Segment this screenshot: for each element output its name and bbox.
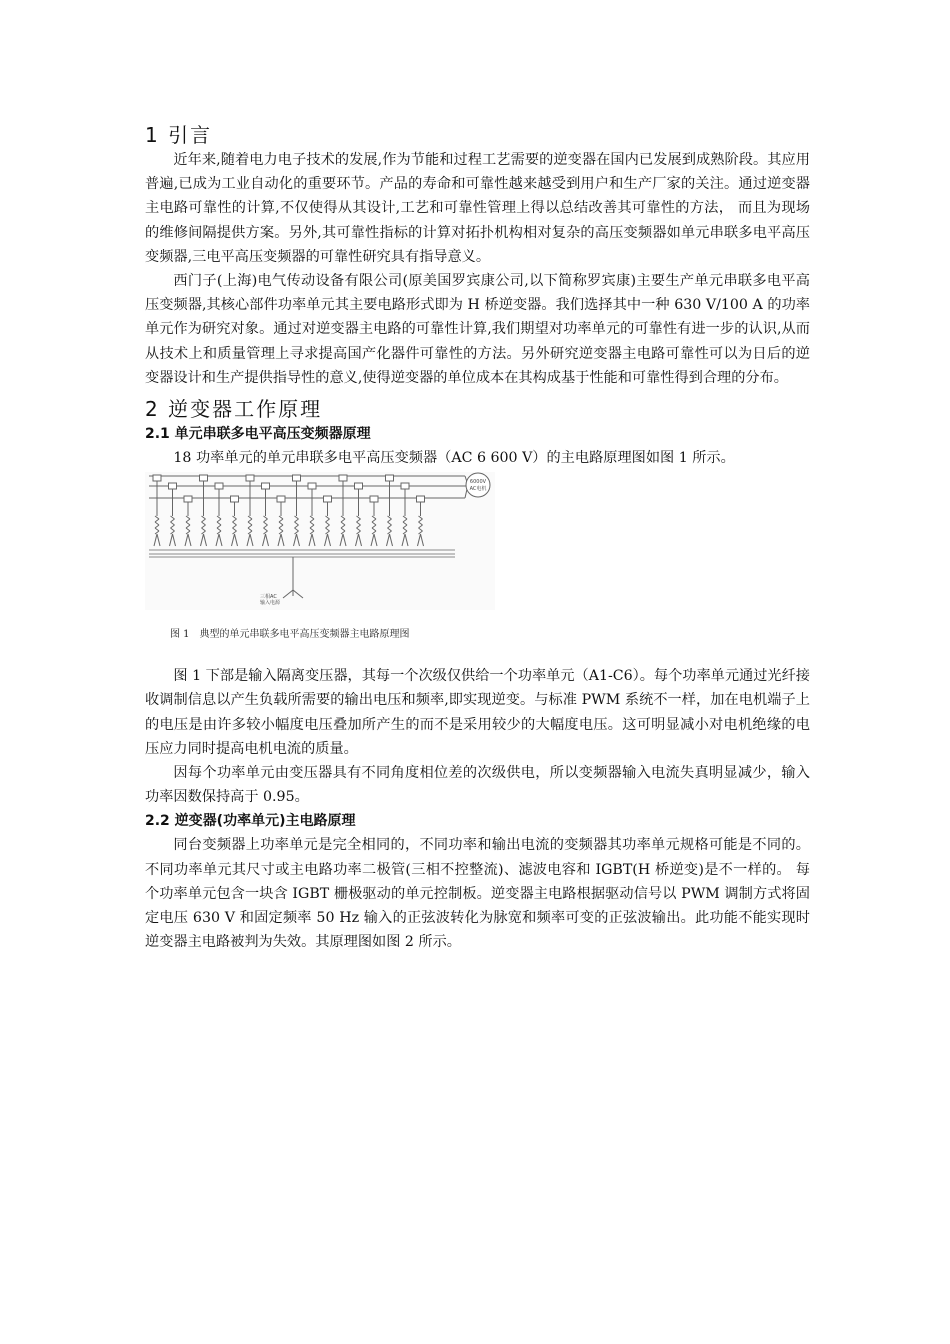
input-label-line2: 输入电源	[260, 600, 281, 607]
section-1-paragraph-2: 西门子(上海)电气传动设备有限公司(原美国罗宾康公司,以下简称罗宾康)主要生产单元串联多电平高压变频器,其核心部件功率单元其主要电路形式即为 H 桥逆变器。我们选择其中一种 630 V/100 A 的功率单元作为研究对象。通过对逆变器主电路的可靠性计算,我们期望对功率单元的可靠性有进一步的认识,从而从技术上和质量管理上寻求提高国产化器件可靠性的方法。另外研究逆变器主电路可靠性可以为日后的逆变器设计和生产提供指导性的意义,使得逆变器的单位成本在其构成基于性能和可靠性得到合理的分布。	[145, 273, 810, 386]
figure-1-caption-text: 典型的单元串联多电平高压变频器主电路原理图	[199, 629, 410, 641]
subsection-2-1-heading: 2.1 单元串联多电平高压变频器原理	[145, 426, 371, 443]
subsection-2-1-paragraph-2: 因每个功率单元由变压器具有不同角度相位差的次级供电，所以变频器输入电流失真明显减少，输入功率因数保持高于 0.95。	[145, 765, 810, 806]
figure-1-label: 图 1	[170, 629, 190, 641]
subsection-2-1-paragraph-1: 图 1 下部是输入隔离变压器，其每一个次级仅供给一个功率单元（A1-C6）。每个功率单元通过光纤接收调制信息以产生负载所需要的输出电压和频率,即实现逆变。与标准 PWM 系统不一样，加在电机端子上的电压是由许多较小幅度电压叠加所产生的而不是采用较少的大幅度电压。这可明显减小对电机绝缘的电压应力同时提高电机电流的质量。	[145, 668, 810, 757]
section-2-heading: 2 逆变器工作原理	[145, 397, 323, 422]
motor-label-line2: AC电机	[469, 486, 487, 493]
section-1-paragraph-1: 近年来,随着电力电子技术的发展,作为节能和过程工艺需要的逆变器在国内已发展到成熟阶段。其应用普遍,已成为工业自动化的重要环节。产品的寿命和可靠性越来越受到用户和生产厂家的关注。通过逆变器主电路可靠性的计算,不仅使得从其设计,工艺和可靠性管理上得以总结改善其可靠性的方法， 而且为现场的维修间隔提供方案。另外,其可靠性指标的计算对拓扑机构相对复杂的高压变频器如单元串联多电平高压变频器,三电平高压变频器的可靠性研究具有指导意义。	[145, 152, 810, 265]
motor-label-line1: 6000V	[469, 479, 487, 486]
circuit-diagram-graphic	[145, 472, 495, 610]
figure-1-circuit-diagram	[145, 472, 495, 610]
figure-1-caption	[170, 628, 810, 642]
motor-symbol	[466, 473, 490, 497]
input-label-line1: 三相AC	[260, 594, 277, 601]
subsection-2-2-paragraph-1: 同台变频器上功率单元是完全相同的，不同功率和输出电流的变频器其功率单元规格可能是不同的。不同功率单元其尺寸或主电路功率二极管(三相不控整流)、滤波电容和 IGBT(H 桥逆变)是不一样的。 每个功率单元包含一块含 IGBT 栅极驱动的单元控制板。逆变器主电路根据驱动信号以 PWM 调制方式将固定电压 630 V 和固定频率 50 Hz 输入的正弦波转化为脉宽和频率可变的正弦波输出。此功能不能实现时逆变器主电路被判为失效。其原理图如图 2 所示。	[145, 837, 810, 951]
section-1-heading: 1 引言	[145, 123, 213, 147]
document-body	[145, 122, 810, 954]
subsection-2-1-intro: 18 功率单元的单元串联多电平高压变频器（AC 6 600 V）的主电路原理图如图 1 所示。	[173, 450, 735, 467]
subsection-2-2-heading: 2.2 逆变器(功率单元)主电路原理	[145, 813, 356, 830]
